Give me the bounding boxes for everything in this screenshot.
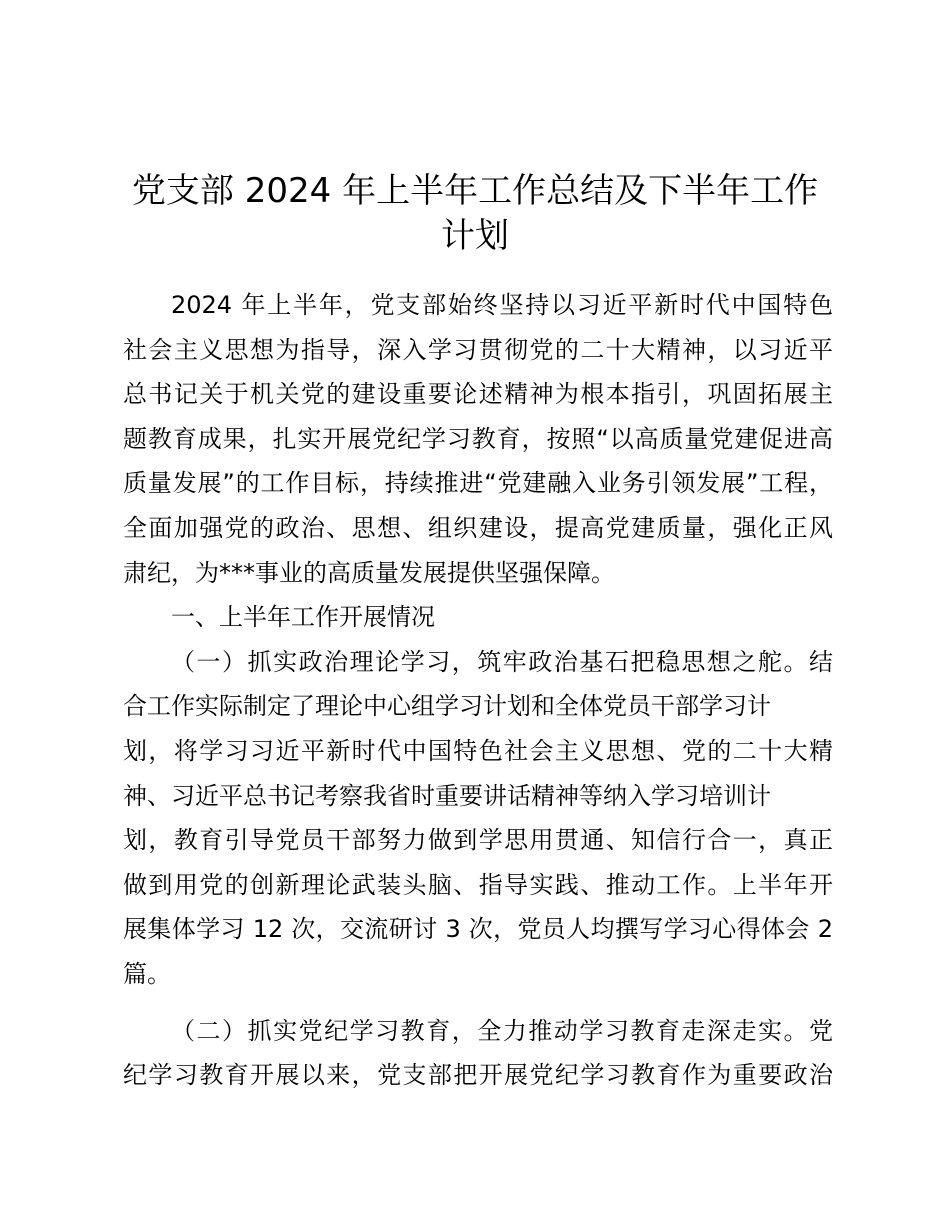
text-line: 神、习近平总书记考察我省时重要讲话精神等纳入学习培训计 (123, 781, 771, 810)
heading-line: 一、上半年工作开展情况 (171, 603, 435, 632)
paragraph-item-1 (123, 640, 833, 997)
text-line: 划，教育引导党员干部努力做到学思用贯通、知信行合一，真正 (123, 826, 833, 855)
title-line: 计划 (441, 215, 509, 256)
text-line: （二）抓实党纪学习教育，全力推动学习教育走深走实。党 (171, 1016, 833, 1045)
text-line: 社会主义思想为指导，深入学习贯彻党的二十大精神，以习近平 (123, 335, 833, 364)
paragraph-item-2 (123, 1009, 833, 1098)
text-line: 全面加强党的政治、思想、组织建设，提高党建质量，强化正风 (123, 513, 833, 542)
text-line: 划，将学习习近平新时代中国特色社会主义思想、党的二十大精 (123, 736, 833, 765)
document-body (123, 283, 833, 1098)
text-line: 做到用党的创新理论武装头脑、指导实践、推动工作。上半年开 (123, 870, 833, 899)
text-line: 题教育成果，扎实开展党纪学习教育，按照“以高质量党建促进高 (123, 424, 833, 453)
document-title (110, 168, 840, 257)
text-line: 合工作实际制定了理论中心组学习计划和全体党员干部学习计 (123, 692, 771, 721)
text-line: 展集体学习 12 次，交流研讨 3 次，党员人均撰写学习心得体会 2 (123, 915, 833, 944)
text-line: 总书记关于机关党的建设重要论述精神为根本指引，巩固拓展主 (123, 380, 833, 409)
text-line: （一）抓实政治理论学习，筑牢政治基石把稳思想之舵。结 (171, 647, 833, 676)
text-line: 质量发展”的工作目标，持续推进“党建融入业务引领发展”工程， (123, 469, 833, 498)
text-line: 篇。 (123, 959, 171, 988)
text-line: 2024 年上半年，党支部始终坚持以习近平新时代中国特色 (171, 291, 833, 319)
title-line: 党支部 2024 年上半年工作总结及下半年工作 (131, 171, 819, 211)
text-line: 肃纪，为***事业的高质量发展提供坚强保障。 (123, 558, 615, 587)
section-heading (123, 595, 833, 640)
text-line: 纪学习教育开展以来，党支部把开展党纪学习教育作为重要政治 (123, 1061, 833, 1090)
paragraph-intro (123, 283, 833, 595)
